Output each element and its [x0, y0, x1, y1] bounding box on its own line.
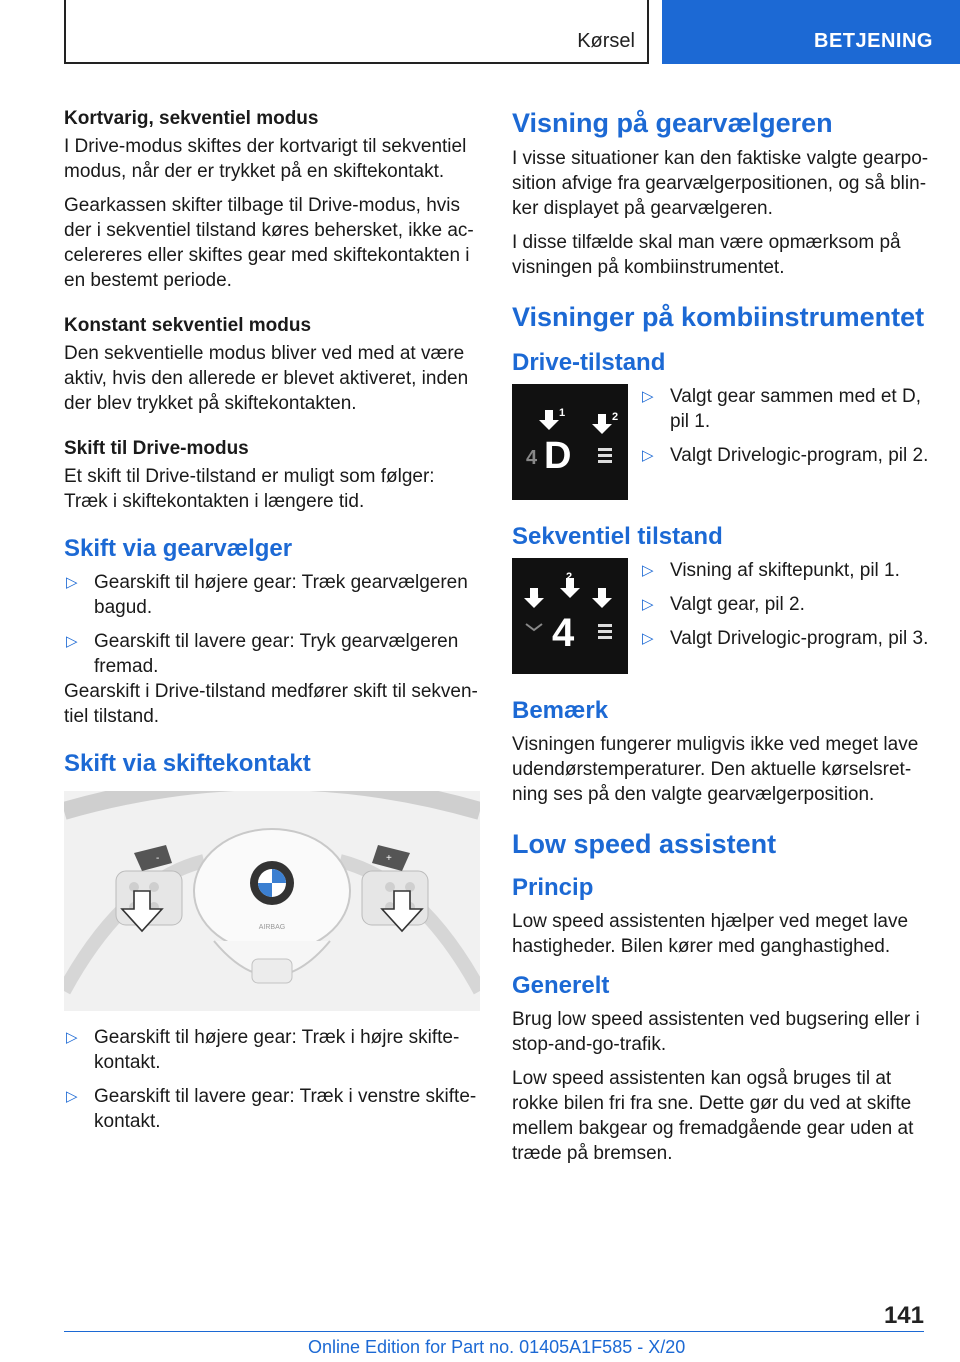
kortvarig-paragraph-1: I Drive-modus skiftes der kortvarigt til sekventiel modus, når der er trykket på en skiftekontakt. — [64, 136, 467, 182]
drive-display-image — [512, 384, 628, 500]
triangle-right-icon: ▷ — [642, 630, 654, 647]
edition-text: Online Edition for Part no. 01405A1F585 - X/20 — [308, 1337, 686, 1357]
drive-figure-row — [512, 384, 932, 500]
sekv-heading: Sekventiel tilstand — [512, 523, 723, 550]
left-column — [64, 106, 482, 1143]
arrow-1-label: 1 — [559, 407, 566, 419]
triangle-right-icon: ▷ — [642, 388, 654, 405]
gearvaelger-list — [64, 570, 482, 679]
bemaerk-paragraph: Visningen fungerer muligvis ikke ved meget lave udendørstemperaturer. Den aktuelle kørselsretning ses på den valgte gearvælgerposition. — [512, 734, 919, 805]
konstant-paragraph: Den sekventielle modus bliver ved med at være aktiv, hvis den allerede er blevet aktiveret, inden der blev trykket på skiftekontakten. — [64, 343, 469, 414]
visning-paragraph-2: I disse tilfælde skal man være opmærksom på visningen på kombiinstrumentet. — [512, 232, 901, 278]
visning-paragraph-1: I visse situationer kan den faktiske valgte gearposition afvige fra gearvælgerpositionen, og så blinker displayet på gearvælgeren. — [512, 148, 929, 219]
gear-number-label: 4 — [526, 447, 538, 469]
bemaerk-heading: Bemærk — [512, 697, 609, 724]
princip-paragraph: Low speed assistenten hjælper ved meget lave hastigheder. Bilen kører med ganghastighed. — [512, 911, 909, 957]
list-item: ▷ Valgt gear, pil 2. — [642, 594, 805, 615]
footer-divider — [64, 1331, 924, 1332]
drive-display-svg — [512, 384, 628, 500]
list-item: ▷ Gearskift til højere gear: Træk i højre skiftekontakt. — [66, 1027, 460, 1073]
triangle-right-icon: ▷ — [66, 1029, 78, 1046]
triangle-right-icon: ▷ — [66, 633, 78, 650]
skiftekontakt-list — [64, 1025, 482, 1134]
arrow-2-label: 2 — [566, 571, 573, 583]
konstant-title: Konstant sekventiel modus — [64, 315, 312, 336]
sekv-list — [640, 558, 932, 665]
skiftekontakt-heading: Skift via skiftekontakt — [64, 750, 311, 777]
list-item: ▷ Gearskift til lavere gear: Træk i venstre skiftekontakt. — [66, 1086, 477, 1132]
paddle-minus-label: - — [156, 853, 160, 864]
generelt-paragraph-2: Low speed assistenten kan også bruges til at rokke bilen fri fra sne. Dette gør du ved at skifte mellem bakgear og fremadgående gear uden at træde på bremsen. — [512, 1068, 914, 1164]
list-item: ▷ Valgt gear sammen med et D, pil 1. — [642, 386, 921, 432]
arrow-1-label: 1 — [534, 593, 541, 605]
list-item: ▷ Visning af skiftepunkt, pil 1. — [642, 560, 900, 581]
header-chapter-box — [64, 0, 649, 64]
steering-wheel-illustration — [64, 791, 480, 1011]
kortvarig-paragraph-2: Gearkassen skifter tilbage til Drive-modus, hvis der i sekventiel tilstand køres behersket, ikke accelereres eller skiftes gear med skiftekontakten i en bestemt periode. — [64, 195, 474, 291]
arrow-3-label: 3 — [598, 593, 605, 605]
low-speed-heading: Low speed assistent — [512, 829, 777, 859]
kortvarig-title: Kortvarig, sekventiel modus — [64, 108, 319, 129]
drive-heading: Drive-tilstand — [512, 349, 666, 376]
airbag-label: AIRBAG — [258, 924, 286, 931]
visning-heading: Visning på gearvælgeren — [512, 108, 833, 138]
gearvaelger-paragraph: Gearskift i Drive-tilstand medfører skift til sekventiel tilstand. — [64, 681, 478, 727]
skift-drive-paragraph: Et skift til Drive-tilstand er muligt som følger: Træk i skiftekontakten i længere tid. — [64, 466, 435, 512]
header-section-box — [662, 0, 960, 64]
drive-list — [640, 384, 932, 491]
gearvaelger-heading: Skift via gearvælger — [64, 535, 293, 562]
right-column — [512, 106, 932, 1175]
steering-wheel-svg — [64, 791, 480, 1011]
triangle-right-icon: ▷ — [66, 574, 78, 591]
paddle-plus-label: + — [386, 853, 392, 864]
generelt-heading: Generelt — [512, 972, 610, 999]
list-item: ▷ Valgt Drivelogic-program, pil 3. — [642, 628, 929, 649]
triangle-right-icon: ▷ — [642, 596, 654, 613]
page-number: 141 — [883, 1302, 924, 1329]
arrow-2-label: 2 — [612, 411, 619, 423]
list-item: ▷ Gearskift til lavere gear: Tryk gearvælgeren fremad. — [66, 631, 459, 677]
section-title: BETJENING — [814, 30, 933, 52]
skift-drive-title: Skift til Drive-modus — [64, 438, 249, 459]
list-item: ▷ Gearskift til højere gear: Træk gearvælgeren bagud. — [66, 572, 468, 618]
gear-number-label: 4 — [552, 611, 575, 655]
drive-letter-label: D — [544, 435, 572, 477]
triangle-right-icon: ▷ — [66, 1088, 78, 1105]
triangle-right-icon: ▷ — [642, 562, 654, 579]
princip-heading: Princip — [512, 874, 594, 901]
generelt-paragraph-1: Brug low speed assistenten ved bugsering eller i stop-and-go-trafik. — [512, 1009, 920, 1055]
chapter-title: Kørsel — [577, 30, 635, 52]
sekv-display-svg — [512, 558, 628, 674]
triangle-right-icon: ▷ — [642, 447, 654, 464]
kombi-heading: Visninger på kombiinstrumentet — [512, 302, 925, 332]
sekv-display-image — [512, 558, 628, 674]
sekv-figure-row — [512, 558, 932, 674]
list-item: ▷ Valgt Drivelogic-program, pil 2. — [642, 445, 929, 466]
